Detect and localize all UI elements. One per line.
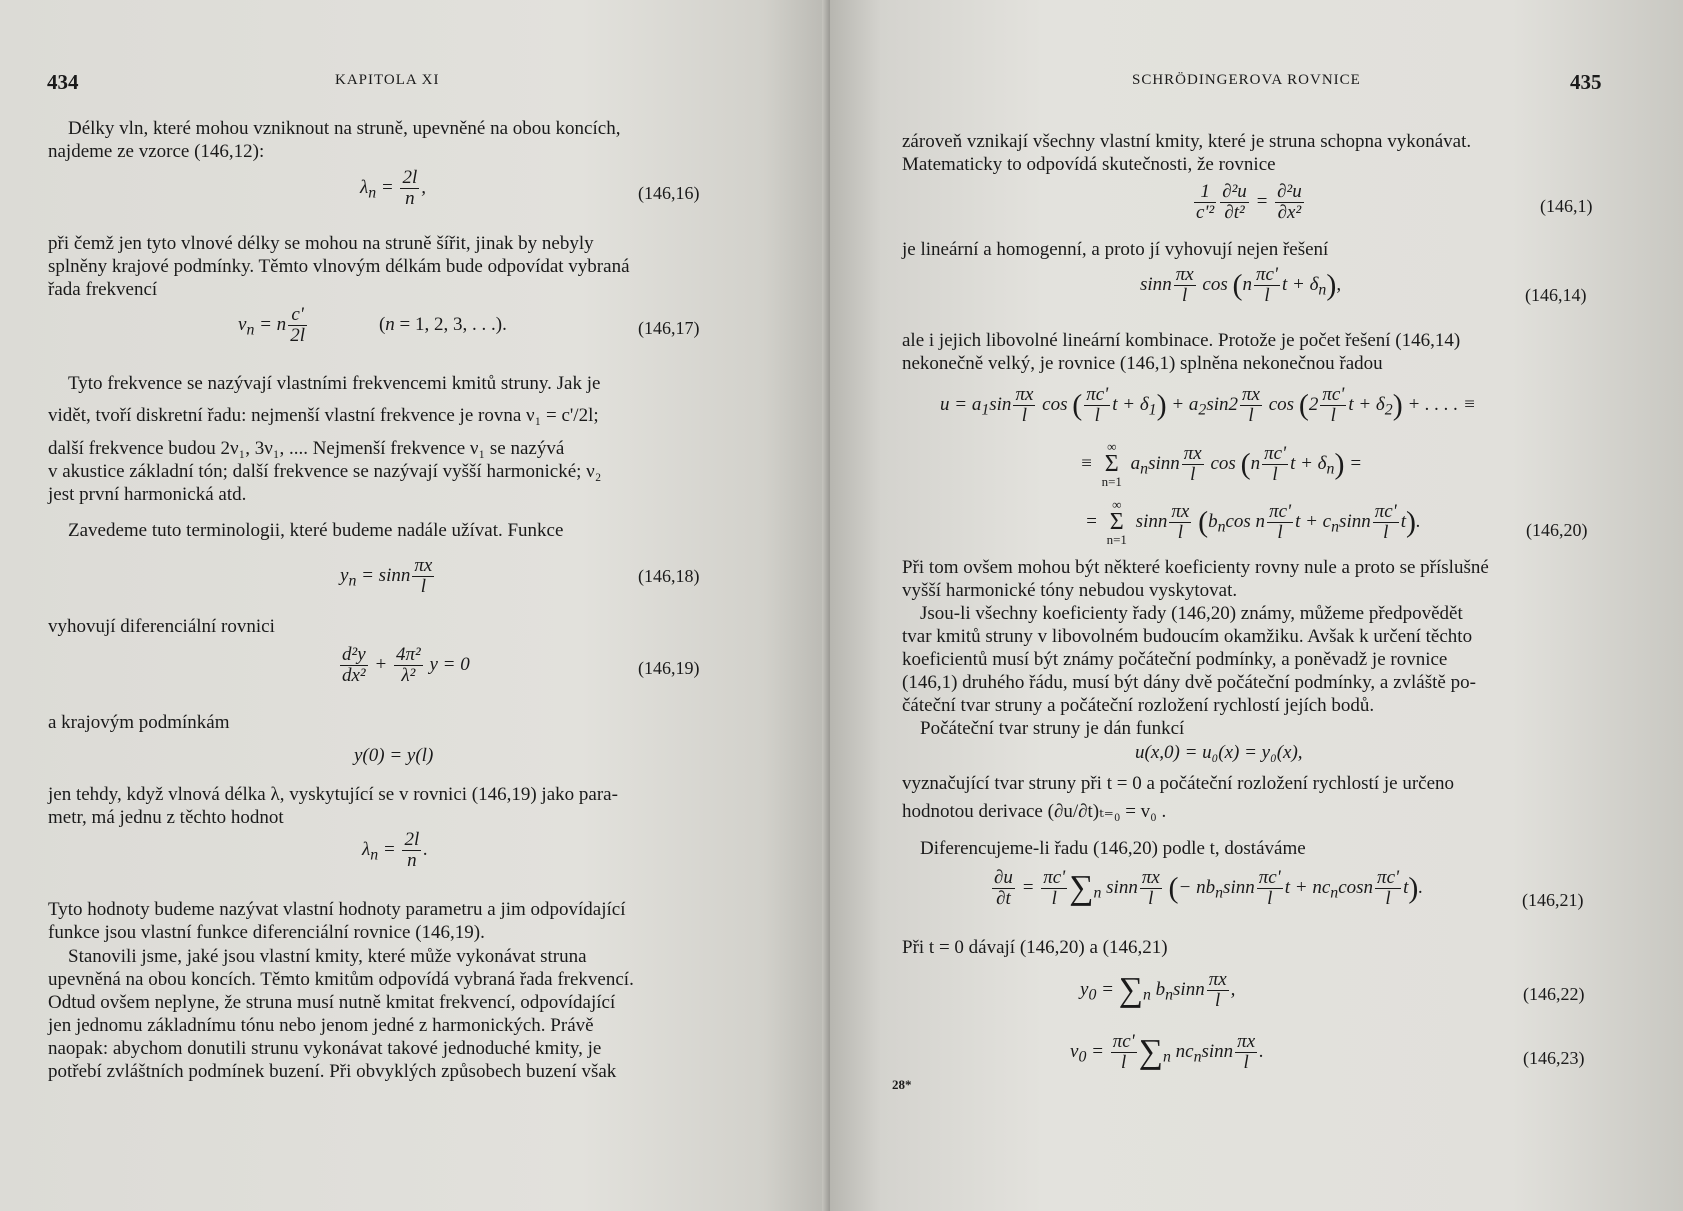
equation: u(x,0) = u₀(x) = y₀(x), — [1135, 742, 1303, 763]
running-head: SCHRÖDINGEROVA ROVNICE — [1132, 72, 1361, 88]
equation: $y_n = \sin n$ $\frac{\pi x}{l}$ — [340, 555, 433, 597]
text-line: zároveň vznikají všechny vlastní kmity, které je struna schopna vykonávat. — [902, 131, 1472, 152]
equation: y(0) = y(l) — [354, 745, 434, 766]
text-line: Tyto hodnoty budeme nazývat vlastní hodnoty parametru a jim odpovídající — [48, 899, 626, 920]
text-line: další frekvence budou 2ν₁, 3ν₁, .... Nejmenší frekvence ν₁ se nazývá — [48, 438, 565, 459]
equation: sinn $\frac{\pi x}{l}$ cos (n $\frac{\pi c'}{l}$ $t + \delta_n$), — [1140, 264, 1342, 306]
text-line: upevněná na obou koncích. Těmto kmitům odpovídá vybraná řada frekvencí. — [48, 969, 634, 990]
text-line: ale i jejich libovolné lineární kombinace. Protože je počet řešení (146,14) — [902, 330, 1461, 351]
equation: ≡ ∞ Σ n=1 $a_n\sin n$ $\frac{\pi x}{l}$ cos (n $\frac{\pi c'}{l}$ $t + \delta_n$) = — [1080, 439, 1363, 489]
text-line: Matematicky to odpovídá skutečnosti, že rovnice — [902, 154, 1276, 175]
text-line: Délky vln, které mohou vzniknout na struně, upevněné na obou koncích, — [68, 118, 621, 139]
equation: $\frac{\partial u}{\partial t}$ = $\frac{\pi c'}{l}$ $\sum_n$ sinn $\frac{\pi x}{l}$ (− $nb_n\sin n$ $\frac{\pi c'}{l}$ $t + nc_n\cos n$ $\frac{\pi c'}{l}$ t). — [994, 867, 1424, 909]
text-line: při čemž jen tyto vlnové délky se mohou na struně šířit, jinak by nebyly — [48, 233, 594, 254]
signature-mark: 28* — [892, 1077, 912, 1092]
text-line: a krajovým podmínkám — [48, 712, 230, 733]
text-line: jen tehdy, když vlnová délka λ, vyskytující se v rovnici (146,19) jako para- — [48, 784, 618, 805]
running-head: KAPITOLA XI — [335, 72, 440, 88]
equation-label: (146,14) — [1525, 285, 1587, 305]
equation: $\nu_n = n$ $\frac{c'}{2l}$ (n = 1, 2, 3, . . .). — [238, 304, 507, 346]
text-line: metr, má jednu z těchto hodnot — [48, 807, 284, 828]
equation-label: (146,19) — [638, 658, 700, 678]
page-number: 434 — [47, 70, 79, 94]
text-line: najdeme ze vzorce (146,12): — [48, 141, 265, 162]
left-page — [0, 0, 830, 1211]
text-line: v akustice základní tón; další frekvence se nazývají vyšší harmonické; ν₂ — [48, 461, 602, 482]
text-line: jest první harmonická atd. — [48, 484, 247, 505]
equation: $y_0 = \sum_n$ $b_n\sin n$ $\frac{\pi x}{l}$ , — [1080, 969, 1236, 1011]
equation-label: (146,16) — [638, 183, 700, 203]
equation: $v_0$ = $\frac{\pi c'}{l}$ $\sum_n$ $nc_n\sin n$ $\frac{\pi x}{l}$ . — [1070, 1031, 1264, 1073]
text-line: čáteční tvar struny a počáteční rozložení rychlostí jejích bodů. — [902, 695, 1375, 716]
text-line: vyhovují diferenciální rovnici — [48, 616, 275, 637]
equation: $\lambda_n$ = $\frac{2l}{n}$ . — [362, 829, 429, 871]
text-line: nekonečně velký, je rovnice (146,1) splněna nekonečnou řadou — [902, 353, 1383, 374]
equation: $\frac{\text{d²y}}{\text{dx²}}$ + $\frac{\text{4π²}}{\text{λ²}}$ y = 0 — [342, 644, 470, 686]
text-line: jen jednomu základnímu tónu nebo jenom jedné z harmonických. Právě — [48, 1015, 594, 1036]
equation-label: (146,1) — [1540, 196, 1593, 216]
text-line: Při tom ovšem mohou být některé koeficienty rovny nule a proto se příslušné — [902, 557, 1489, 578]
text-line: Jsou-li všechny koeficienty řady (146,20) známy, můžeme předpovědět — [920, 603, 1463, 624]
text-line: Diferencujeme-li řadu (146,20) podle t, dostáváme — [920, 838, 1306, 859]
text-line: hodnotou derivace (∂u/∂t)ₜ₌₀ = v₀ . — [902, 801, 1167, 822]
equation-label: (146,23) — [1523, 1048, 1585, 1068]
text-line: potřebí zvláštních podmínek buzení. Při obvyklých způsobech buzení však — [48, 1061, 617, 1082]
text-line: Při t = 0 dávají (146,20) a (146,21) — [902, 937, 1168, 958]
text-line: splněny krajové podmínky. Těmto vlnovým délkám bude odpovídat vybraná — [48, 256, 630, 277]
text-line: Počáteční tvar struny je dán funkcí — [920, 718, 1185, 739]
equation: $\frac{1}{\text{c'²}}$ $\frac{\text{∂²u}}{\text{∂t²}}$ = $\frac{\text{∂²u}}{\text{∂x²}}$ — [1196, 181, 1302, 223]
text-line: je lineární a homogenní, a proto jí vyhovují nejen řešení — [902, 239, 1329, 260]
right-page — [830, 0, 1683, 1211]
text-line: vyšší harmonické tóny nebudou vyskytovat. — [902, 580, 1238, 601]
equation-label: (146,22) — [1523, 984, 1585, 1004]
text-line: Zavedeme tuto terminologii, které budeme nadále užívat. Funkce — [68, 520, 564, 541]
equation-label: (146,21) — [1522, 890, 1584, 910]
text-line: funkce jsou vlastní funkce diferenciální rovnice (146,19). — [48, 922, 485, 943]
equation-label: (146,18) — [638, 566, 700, 586]
text-line: (146,1) druhého řádu, musí být dány dvě počáteční podmínky, a zvláště po- — [902, 672, 1476, 693]
text-line: vyznačující tvar struny při t = 0 a počáteční rozložení rychlostí je určeno — [902, 773, 1455, 794]
text-line: Stanovili jsme, jaké jsou vlastní kmity, které může vykonávat struna — [68, 946, 587, 967]
equation: $u = a_1\sin$ $\frac{\pi x}{l}$ cos ( $\frac{\pi c'}{l}$ $t + \delta_1) + a_2\sin 2$ $\frac{\pi x}{l}$ cos (2 $\frac{\pi c'}{l}$ $t + \delta_2$) + . . . . ≡ — [940, 384, 1476, 426]
text-line: Tyto frekvence se nazývají vlastními frekvencemi kmitů struny. Jak je — [68, 373, 601, 394]
page-number: 435 — [1570, 70, 1602, 94]
text-line: naopak: abychom donutili strunu vykonávat takové jednoduché kmity, je — [48, 1038, 602, 1059]
text-line: tvar kmitů struny v libovolném budoucím okamžiku. Avšak k určení těchto — [902, 626, 1473, 647]
text-line: koeficientů musí být známy počáteční podmínky, a poněvadž je rovnice — [902, 649, 1448, 670]
text-line: řada frekvencí — [48, 279, 158, 300]
equation: $\lambda_n$ = $\frac{2l}{n}$ , — [360, 167, 427, 209]
equation-label: (146,17) — [638, 318, 700, 338]
equation: = ∞ Σ n=1 sinn $\frac{\pi x}{l}$ ($b_n\cos$ n $\frac{\pi c'}{l}$ $t + c_n\sin n$ $\frac{\pi c'}{l}$ t). — [1085, 497, 1421, 547]
text-line: vidět, tvoří diskretní řadu: nejmenší vlastní frekvence je rovna ν₁ = c'/2l; — [48, 405, 599, 426]
equation-label: (146,20) — [1526, 520, 1588, 540]
text-line: Odtud ovšem neplyne, že struna musí nutně kmitat frekvencí, odpovídající — [48, 992, 616, 1013]
